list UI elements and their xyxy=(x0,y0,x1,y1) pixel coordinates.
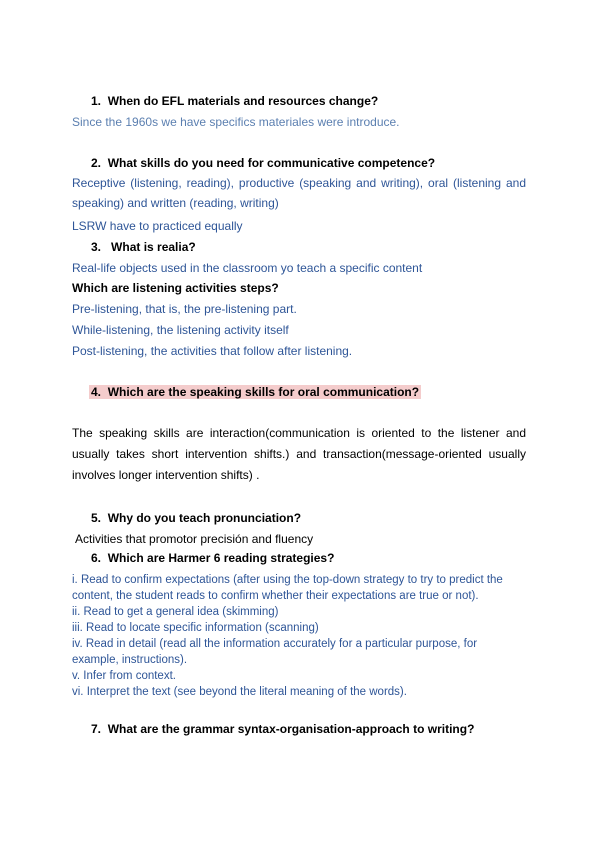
answer-3: Real-life objects used in the classroom yo teach a specific content xyxy=(72,261,423,275)
answer-2: Receptive (listening, reading), productive (speaking and writing), oral (listening and speaking) and written (reading, writing) xyxy=(72,176,526,210)
question-number: 2. xyxy=(91,156,102,170)
question-number: 4. xyxy=(91,385,102,399)
question-text: What skills do you need for communicative competence? xyxy=(107,156,436,170)
list-item: i. Read to confirm expectations (after using the top-down strategy to try to predict the xyxy=(72,574,503,586)
question-3 xyxy=(91,240,196,254)
listening-heading: Which are listening activities steps? xyxy=(72,281,279,295)
question-number: 5. xyxy=(91,511,102,525)
question-2 xyxy=(91,156,435,170)
question-text: When do EFL materials and resources change? xyxy=(107,94,379,108)
question-7 xyxy=(91,722,474,736)
question-6 xyxy=(91,551,334,565)
question-text: What are the grammar syntax-organisation-approach to writing? xyxy=(107,722,475,736)
list-item: content, the student reads to confirm whether their expectations are true or not). xyxy=(72,590,479,602)
question-text: Which are Harmer 6 reading strategies? xyxy=(107,551,335,565)
listening-step: While-listening, the listening activity itself xyxy=(72,323,289,337)
list-item: vi. Interpret the text (see beyond the literal meaning of the words). xyxy=(72,686,407,698)
listening-step: Post-listening, the activities that follow after listening. xyxy=(72,344,353,358)
answer-4: The speaking skills are interaction(communication is oriented to the listener and usually takes short intervention shifts.) and transaction(message-oriented usually involves longer intervention shifts) . xyxy=(72,426,526,482)
question-number: 3. xyxy=(91,240,102,254)
question-number: 7. xyxy=(91,722,102,736)
question-number: 6. xyxy=(91,551,102,565)
question-4 xyxy=(89,385,421,399)
answer-5: Activities that promotor precisión and fluency xyxy=(75,532,314,546)
question-number: 1. xyxy=(91,94,102,108)
listening-step: Pre-listening, that is, the pre-listening part. xyxy=(72,302,297,316)
list-item: example, instructions). xyxy=(72,654,188,666)
question-text: What is realia? xyxy=(111,240,196,254)
reading-strategies-list xyxy=(72,572,503,700)
answer-2-note: LSRW have to practiced equally xyxy=(72,219,243,233)
list-item: iii. Read to locate specific information (scanning) xyxy=(72,622,319,634)
question-text: Which are the speaking skills for oral communication? xyxy=(107,385,420,399)
list-item: ii. Read to get a general idea (skimming) xyxy=(72,606,279,618)
question-4-highlight xyxy=(89,385,421,399)
question-text: Why do you teach pronunciation? xyxy=(107,511,302,525)
answer-1: Since the 1960s we have specifics materiales were introduce. xyxy=(72,115,400,129)
list-item: iv. Read in detail (read all the information accurately for a particular purpose, for xyxy=(72,638,478,650)
question-1 xyxy=(91,94,378,108)
list-item: v. Infer from context. xyxy=(72,670,176,682)
question-5 xyxy=(91,511,301,525)
